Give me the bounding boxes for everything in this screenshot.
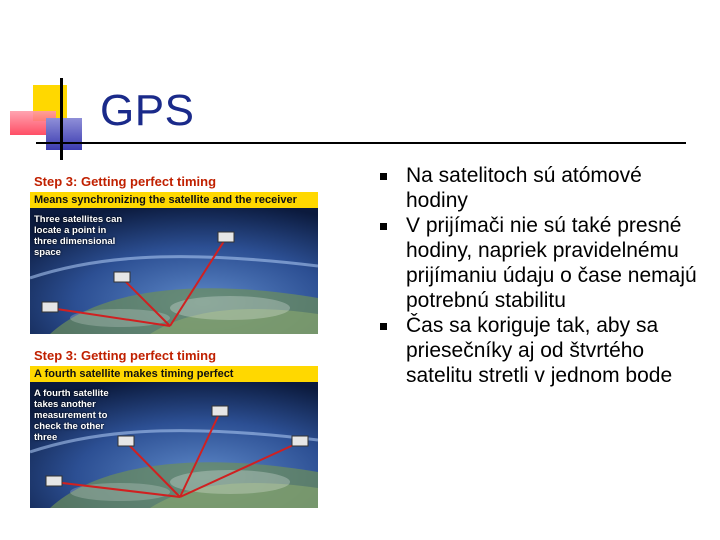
bullet-text: Čas sa koriguje tak, aby sa priesečníky aj od štvrtého satelitu stretli v jednom bode <box>406 314 673 387</box>
earth-satellite-image <box>30 382 318 508</box>
figure-heading: Step 3: Getting perfect timing <box>30 346 318 366</box>
bullet-item <box>380 163 700 213</box>
figure-subheading: Means synchronizing the satellite and the receiver <box>30 192 318 208</box>
gps-figure-1 <box>30 172 318 334</box>
figure-caption: A fourth satellite takes another measurement to check the other three <box>34 388 109 443</box>
gps-figure-2 <box>30 346 318 508</box>
decor-horizontal-line <box>36 142 686 144</box>
bullet-square-icon <box>380 323 387 330</box>
slide-title: GPS <box>100 86 195 135</box>
decor-blue-square <box>46 118 82 150</box>
figure-subheading: A fourth satellite makes timing perfect <box>30 366 318 382</box>
bullet-item <box>380 213 700 313</box>
decor-vertical-line <box>60 78 63 160</box>
figure-caption: Three satellites can locate a point in three dimensional space <box>34 214 123 258</box>
figure-heading: Step 3: Getting perfect timing <box>30 172 318 192</box>
bullet-text: Na satelitoch sú atómové hodiny <box>406 164 642 212</box>
bullet-square-icon <box>380 173 387 180</box>
bullet-item <box>380 313 700 388</box>
earth-satellite-image <box>30 208 318 334</box>
bullet-square-icon <box>380 223 387 230</box>
bullet-list <box>380 163 700 388</box>
bullet-text: V prijímači nie sú také presné hodiny, napriek pravidelnému prijímaniu údaju o čase nemajú potrebnú stabilitu <box>406 214 697 312</box>
